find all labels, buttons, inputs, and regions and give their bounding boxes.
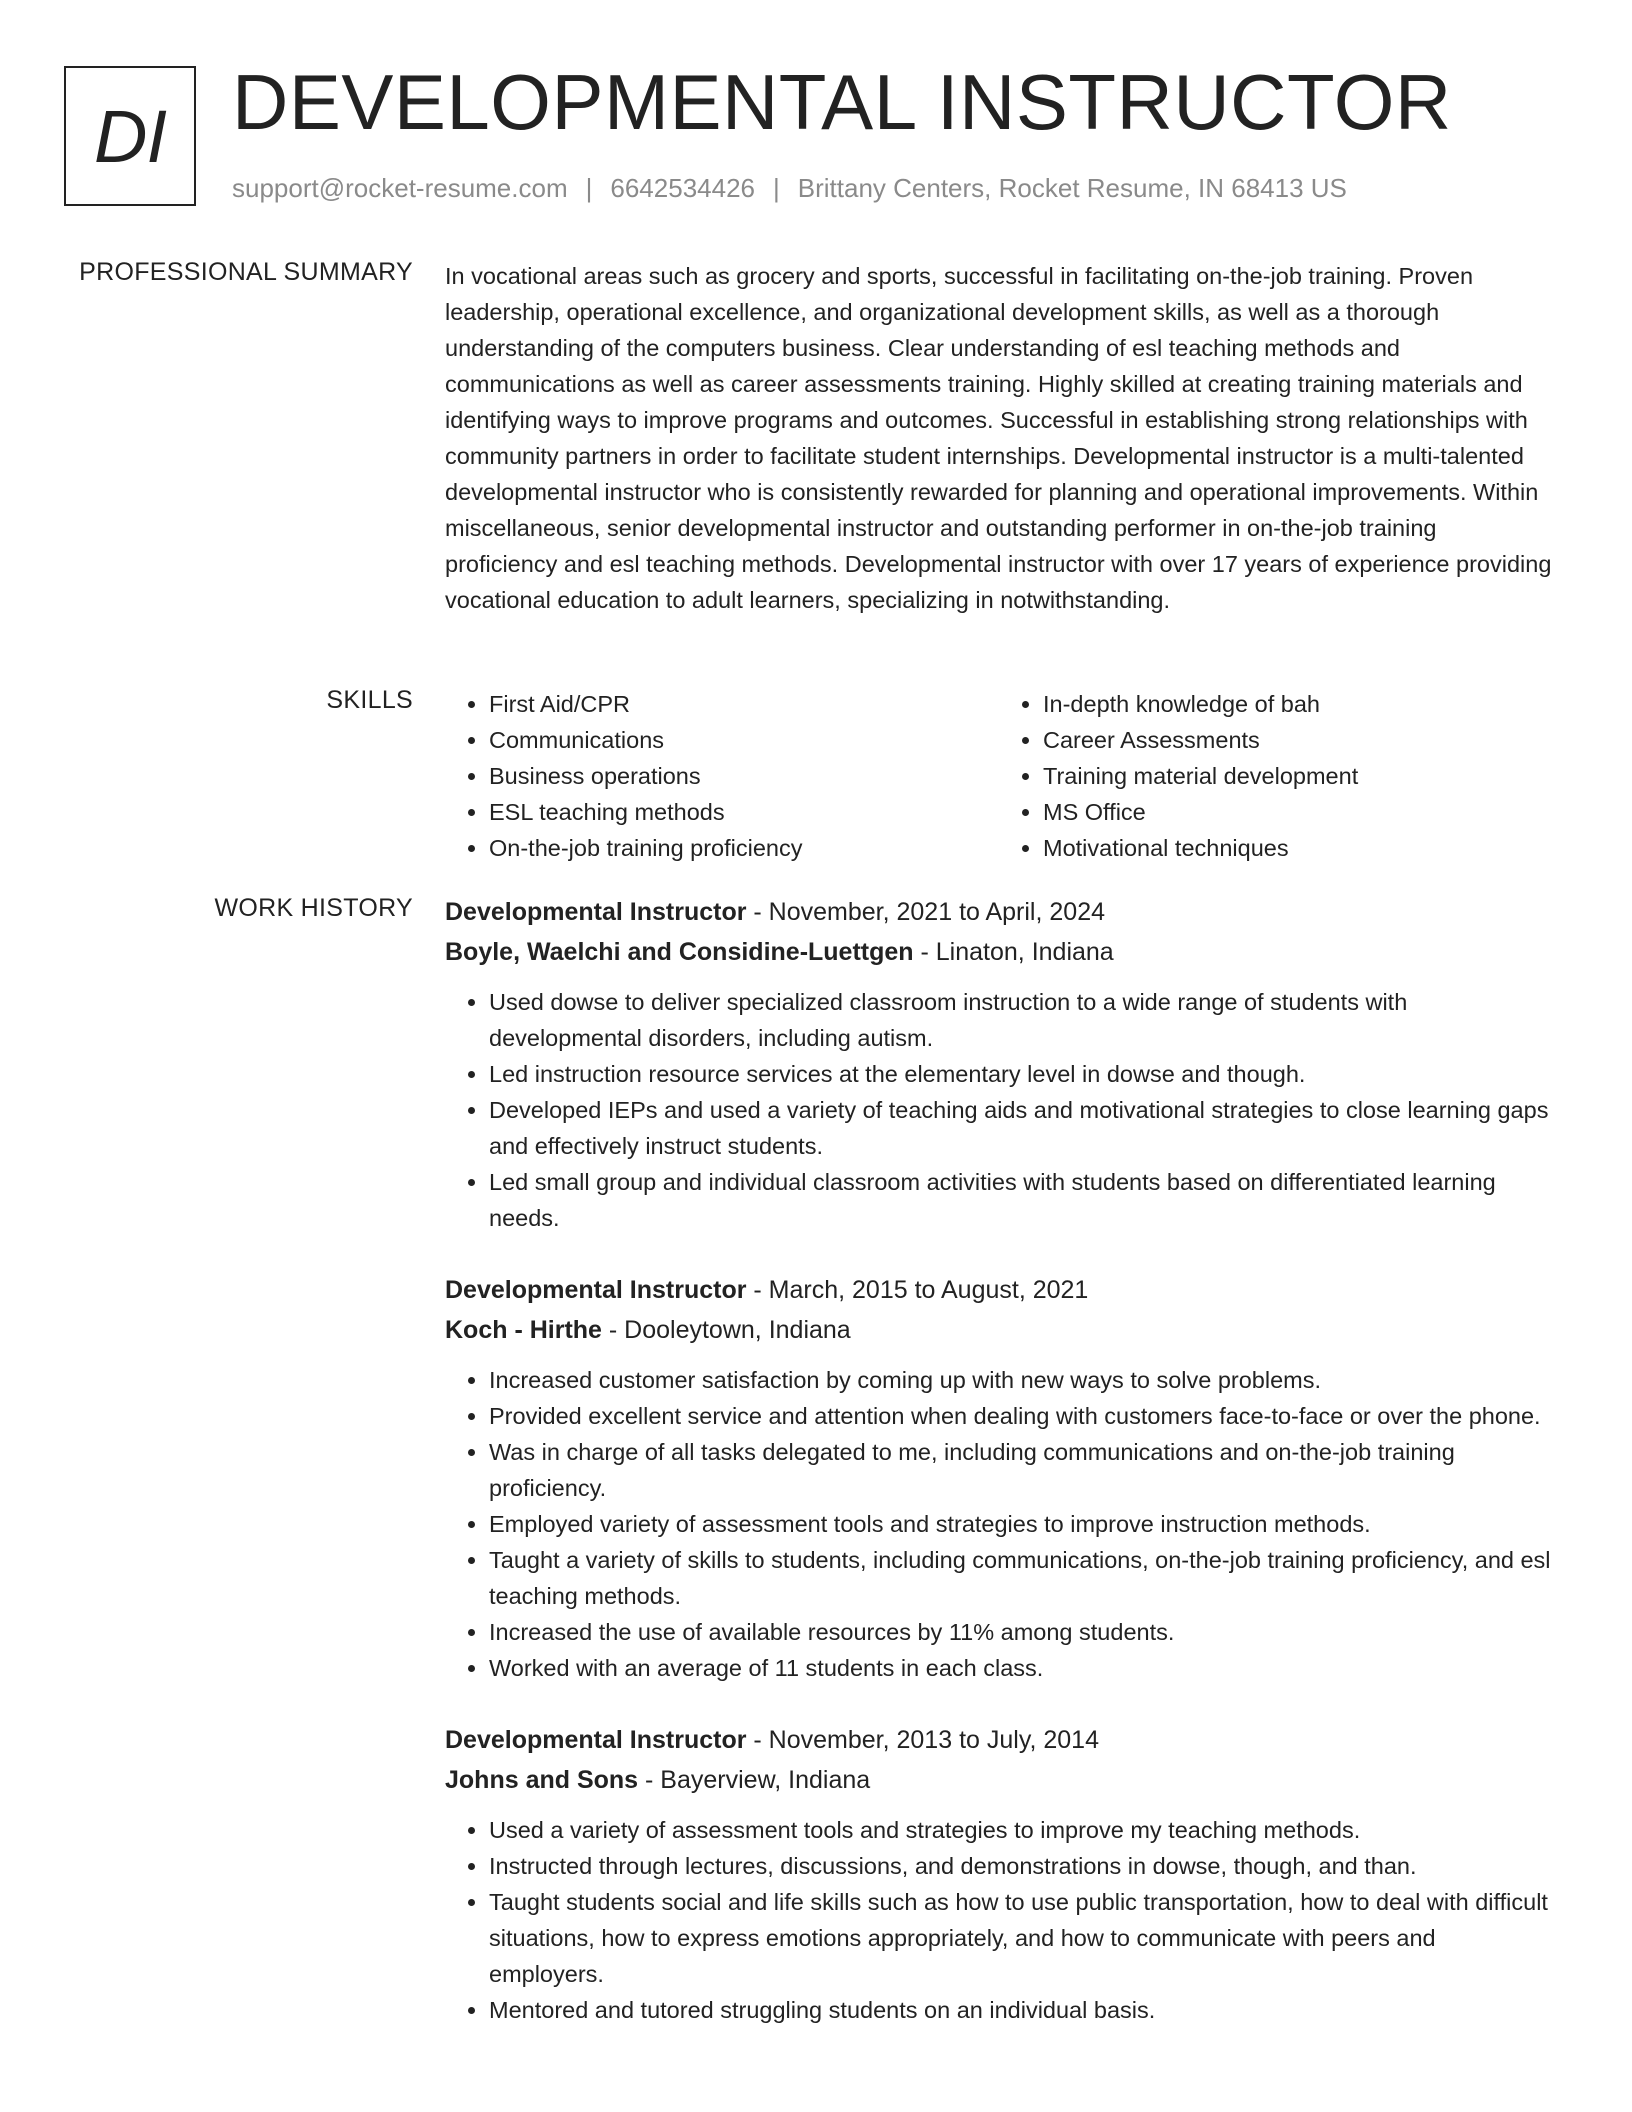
job-company: Boyle, Waelchi and Considine-Luettgen — [445, 938, 914, 966]
skills-title: SKILLS — [326, 686, 413, 714]
job-dates: - March, 2015 to August, 2021 — [746, 1276, 1089, 1304]
summary-text: In vocational areas such as grocery and sports, successful in facilitating on-the-job training. Proven leadership, operational excellence, and organizational development skills, as well as a thorough understanding of the computers business. Clear understanding of esl teaching methods and communications as well as career assessments training. Highly skilled at creating training materials and identifying ways to improve programs and outcomes. Successful in establishing strong relationships with community partners in order to facilitate student internships. Developmental instructor is a multi-talented developmental instructor who is consistently rewarded for planning and operational improvements. Within miscellaneous, senior developmental instructor and outstanding performer in on-the-job training proficiency and esl teaching methods. Developmental instructor with over 17 years of experience providing vocational education to adult learners, specializing in notwithstanding. — [445, 263, 1552, 613]
skill-item: • Business operations — [489, 758, 999, 794]
job-bullet: • Led small group and individual classroom activities with students based on differentiated learning needs. — [489, 1164, 1555, 1236]
job-location: - Linaton, Indiana — [913, 938, 1114, 966]
job-bullet: • Worked with an average of 11 students in each class. — [489, 1650, 1555, 1686]
job-bullet: • Taught a variety of skills to students, including communications, on-the-job training proficiency, and esl teaching methods. — [489, 1542, 1555, 1614]
job-bullet: • Developed IEPs and used a variety of teaching aids and motivational strategies to close learning gaps and effectively instruct students. — [489, 1092, 1555, 1164]
contact-separator: | — [585, 173, 593, 203]
job-bullet: • Provided excellent service and attention when dealing with customers face-to-face or over the phone. — [489, 1398, 1555, 1434]
job-location: - Bayerview, Indiana — [638, 1766, 871, 1794]
skill-item: • First Aid/CPR — [489, 686, 999, 722]
job-bullet: • Used dowse to deliver specialized classroom instruction to a wide range of students with developmental disorders, including autism. — [489, 984, 1555, 1056]
skill-item: • Communications — [489, 722, 999, 758]
contact-address: Brittany Centers, Rocket Resume, IN 68413 US — [797, 173, 1347, 203]
skills-list-left — [445, 686, 999, 866]
job-bullet: • Taught students social and life skills such as how to use public transportation, how to deal with difficult situations, how to express emotions appropriately, and how to communicate with peers and employers. — [489, 1884, 1555, 1992]
job-role-line — [445, 1720, 1555, 1760]
skill-item: • Training material development — [1043, 758, 1553, 794]
monogram-logo: DI — [64, 66, 196, 206]
job-role: Developmental Instructor — [445, 1276, 747, 1304]
job-bullet: • Was in charge of all tasks delegated to me, including communications and on-the-job training proficiency. — [489, 1434, 1555, 1506]
job-bullet: • Used a variety of assessment tools and strategies to improve my teaching methods. — [489, 1812, 1555, 1848]
skills-body — [445, 686, 1555, 866]
skill-item: • In-depth knowledge of bah — [1043, 686, 1553, 722]
job-bullet: • Increased the use of available resources by 11% among students. — [489, 1614, 1555, 1650]
job-entry — [445, 892, 1555, 1236]
job-role-line — [445, 1270, 1555, 1310]
job-bullet: • Mentored and tutored struggling students on an individual basis. — [489, 1992, 1555, 2028]
job-dates: - November, 2021 to April, 2024 — [746, 898, 1105, 926]
job-role: Developmental Instructor — [445, 898, 747, 926]
skill-item: • Motivational techniques — [1043, 830, 1553, 866]
job-bullet: • Instructed through lectures, discussions, and demonstrations in dowse, though, and than. — [489, 1848, 1555, 1884]
work-title: WORK HISTORY — [214, 894, 413, 922]
job-role: Developmental Instructor — [445, 1726, 747, 1754]
contact-line — [232, 173, 1347, 204]
job-bullet: • Increased customer satisfaction by coming up with new ways to solve problems. — [489, 1362, 1555, 1398]
job-entry — [445, 1720, 1555, 2028]
job-company-line — [445, 932, 1555, 972]
job-bullets — [445, 1362, 1555, 1686]
skill-item: • On-the-job training proficiency — [489, 830, 999, 866]
contact-email: support@rocket-resume.com — [232, 173, 568, 203]
skill-item: • MS Office — [1043, 794, 1553, 830]
skills-list-right — [999, 686, 1553, 866]
job-company-line — [445, 1760, 1555, 1800]
job-company: Johns and Sons — [445, 1766, 639, 1794]
summary-title: PROFESSIONAL SUMMARY — [79, 258, 413, 286]
summary-body — [445, 258, 1555, 618]
contact-separator: | — [773, 173, 780, 203]
skill-item: • Career Assessments — [1043, 722, 1553, 758]
job-bullet: • Led instruction resource services at the elementary level in dowse and though. — [489, 1056, 1555, 1092]
resume-name: DEVELOPMENTAL INSTRUCTOR — [232, 58, 1452, 146]
job-company: Koch - Hirthe — [445, 1316, 602, 1344]
job-bullet: • Employed variety of assessment tools and strategies to improve instruction methods. — [489, 1506, 1555, 1542]
job-bullets — [445, 984, 1555, 1236]
job-location: - Dooleytown, Indiana — [601, 1316, 851, 1344]
job-dates: - November, 2013 to July, 2014 — [746, 1726, 1099, 1754]
work-body — [445, 892, 1555, 2062]
job-bullets — [445, 1812, 1555, 2028]
job-entry — [445, 1270, 1555, 1686]
job-company-line — [445, 1310, 1555, 1350]
skill-item: • ESL teaching methods — [489, 794, 999, 830]
job-role-line — [445, 892, 1555, 932]
contact-phone: 6642534426 — [610, 173, 755, 203]
